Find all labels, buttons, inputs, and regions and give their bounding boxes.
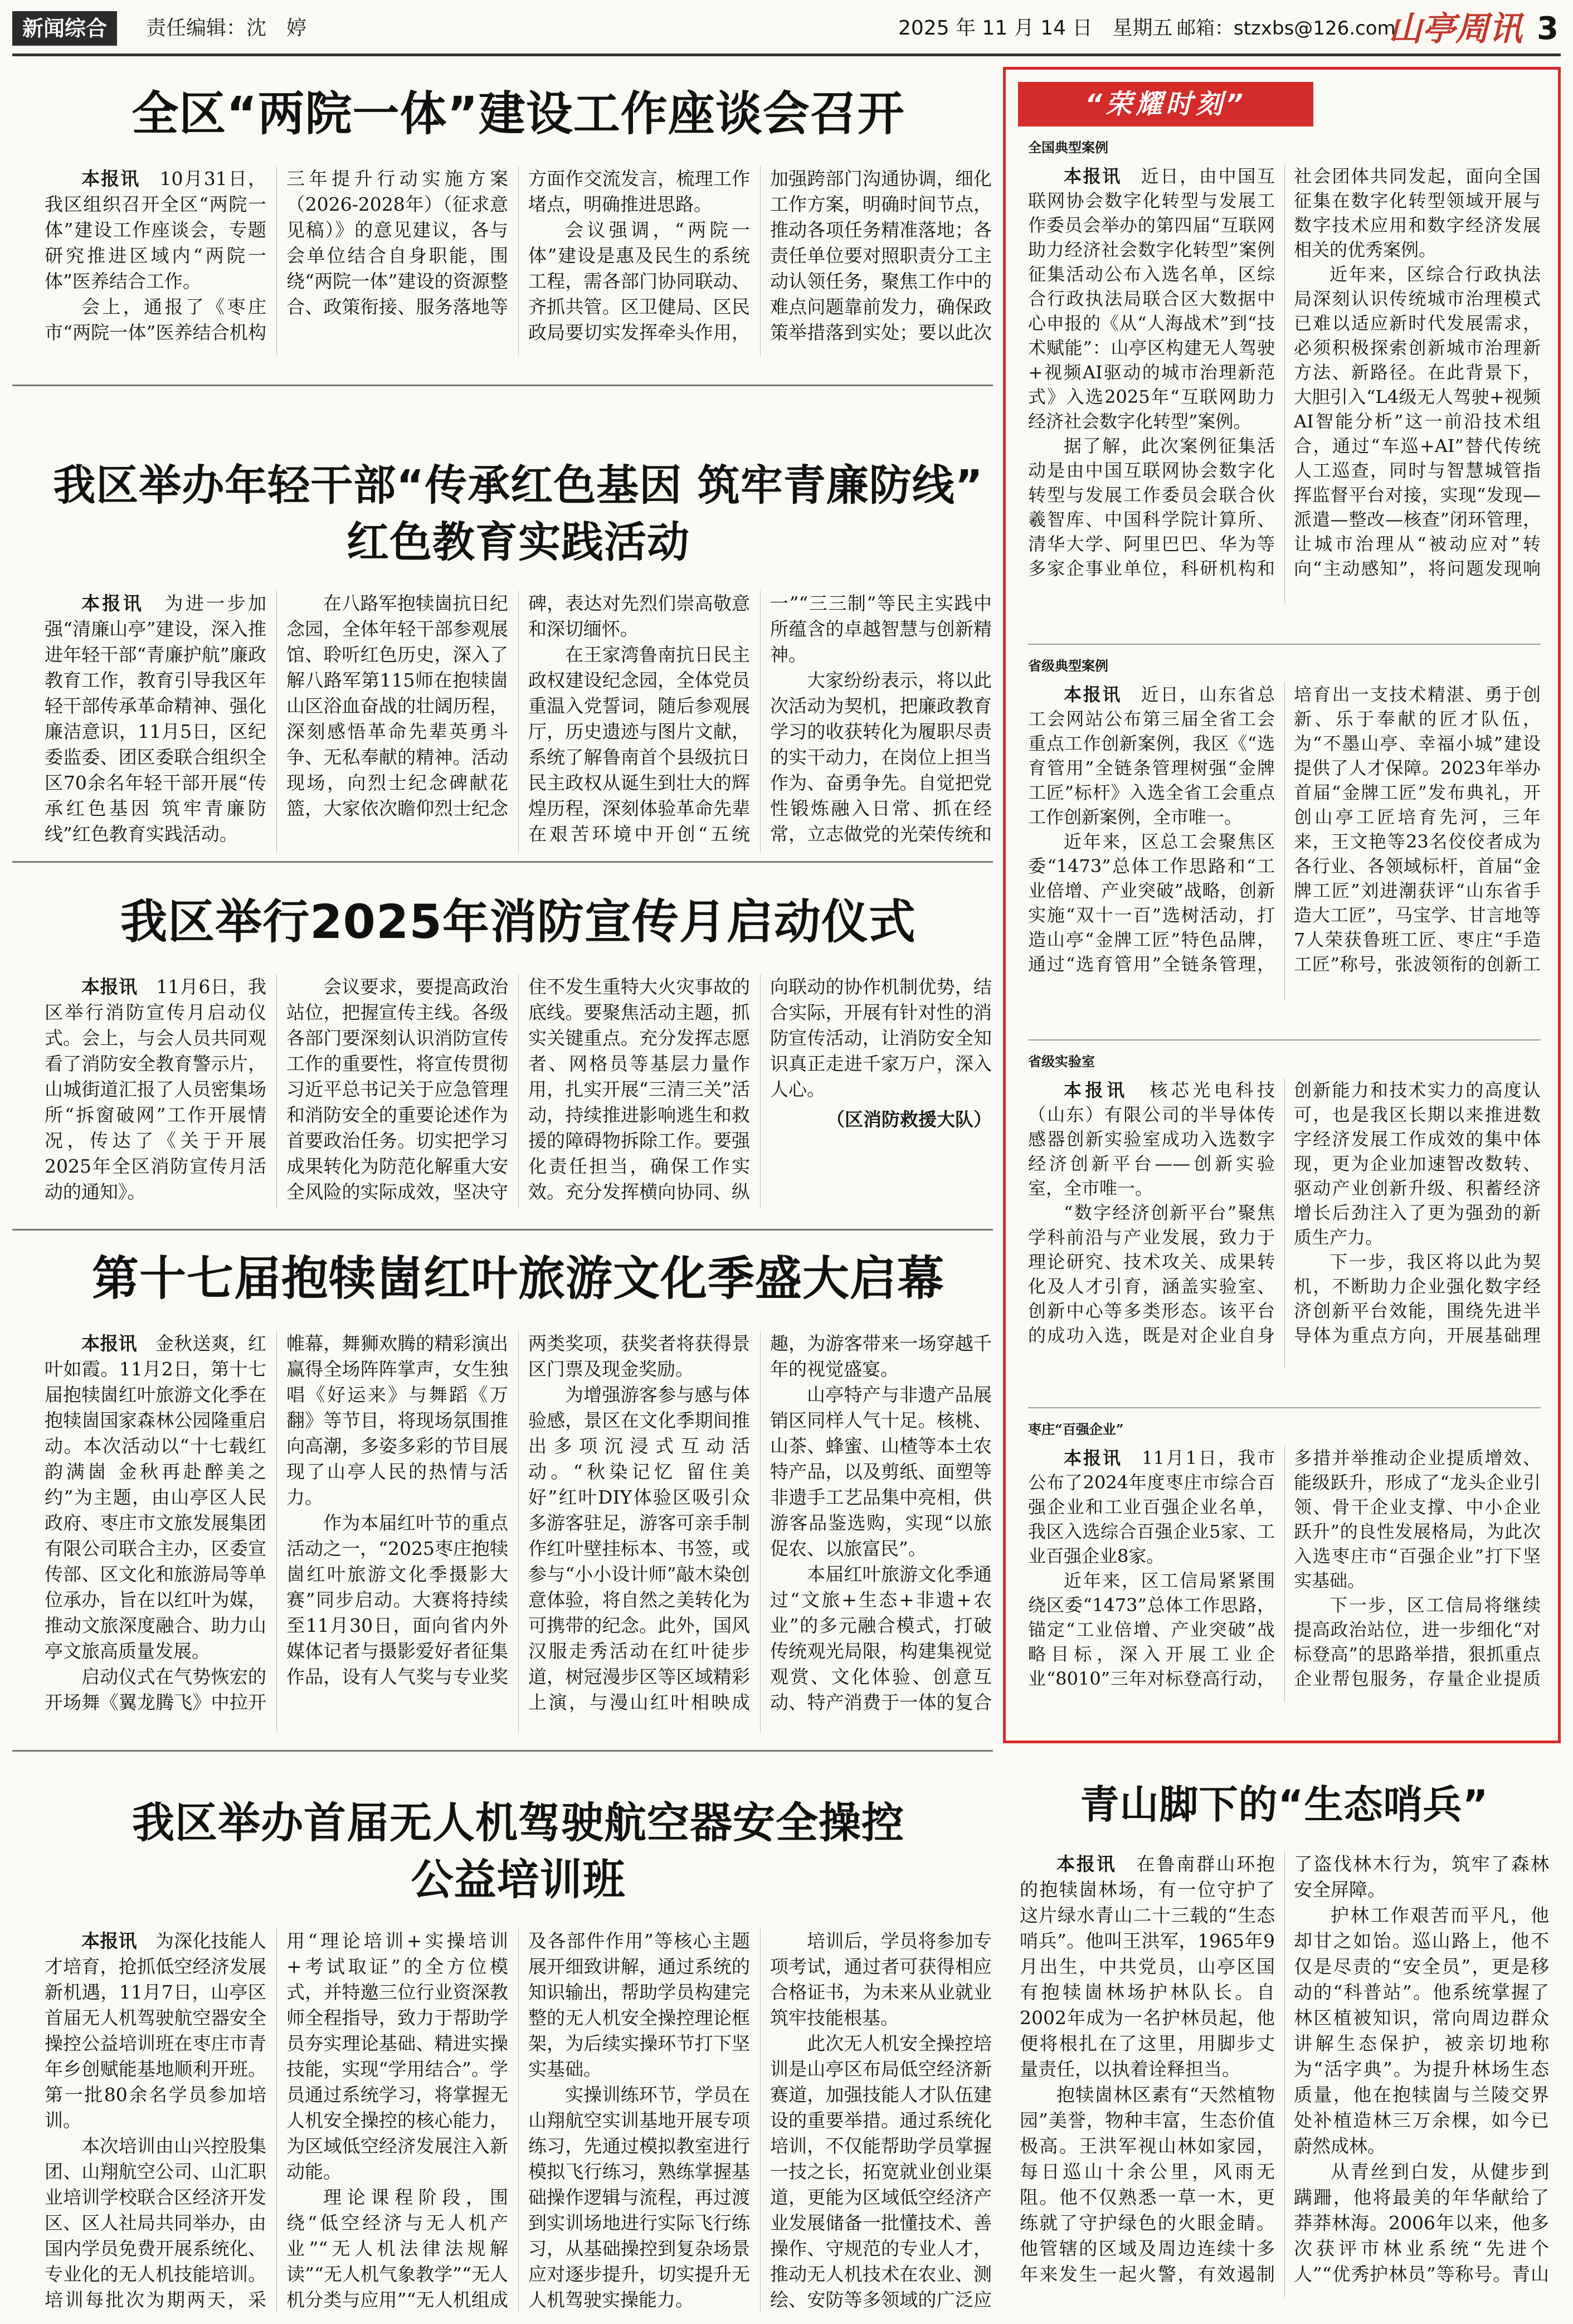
honor-top-enterprises	[1028, 1418, 1541, 1736]
subsection-body: 本报讯 核芯光电科技（山东）有限公司的半导体传感器创新实验室成功入选数字经济创新平台——创新实验室，全市唯一。 “数字经济创新平台”聚焦学科前沿与产业发展，致力于理论研究、技术攻关、成果转化及人才引育，涵盖实验室、创新中心等多类形态。该平台的成功入选，既是对企业自身创新能力和技术实力的高度认可，也是我区长期以来推进数字经济发展工作成效的集中体现，更为企业加速智改数转、驱动产业创新升级、积蓄经济增长后劲注入了更为强劲的新质生产力。 下一步，我区将以此为契机，不断助力企业强化数字经济创新平台效能，围绕先进半导体为重点方向，开展基础理	[1028, 1080, 1541, 1346]
article-title: 我区举办首届无人机驾驶航空器安全操控	[132, 1798, 904, 1847]
article-title: 全区“两院一体”建设工作座谈会召开	[132, 86, 905, 141]
subsection-body: 本报讯 近日，山东省总工会网站公布第三届全省工会重点工作创新案例，我区《“选育管用”全链条管理树强“金牌工匠”标杆》入选全省工会重点工作创新案例，全市唯一。 近年来，区总工会聚焦区委“1473”总体工作思路和“工业倍增、产业突破”战略，创新实施“双十一百”选树活动，打造山亭“金牌工匠”特色品牌，通过“选育管用”全链条管理，培育出一支技术精湛、勇于创新、乐于奉献的匠才队伍，为“不墨山亭、幸福小城”建设提供了人才保障。2023年举办首届“金牌工匠”发布典礼，开创山亭工匠培育先河，三年来，王文艳等23名佼佼者成为各行业、各领域标杆，首届“金牌工匠”刘进潮获评“山东省手造大工匠”，马宝学、甘言地等7人荣获鲁班工匠、枣庄“手造工匠”称号，张波领衔的创新工	[1028, 684, 1541, 975]
article-body: 本报讯 金秋送爽，红叶如霞。11月2日，第十七届抱犊崮红叶旅游文化季在抱犊崮国家森林公园隆重启动。本次活动以“十七载红韵满崮 金秋再赴醉美之约”为主题，由山亭区人民政府、枣庄市文旅发展集团有限公司联合主办，区委宣传部、区文化和旅游局等单位承办，旨在以红叶为媒，推动文旅深度融合、助力山亭文旅高质量发展。 启动仪式在气势恢宏的开场舞《翼龙腾飞》中拉开帷幕，舞狮欢腾的精彩演出赢得全场阵阵掌声，女生独唱《好运来》与舞蹈《万翻》等节目，将现场氛围推向高潮，多姿多彩的节目展现了山亭人民的热情与活力。 作为本届红叶节的重点活动之一，“2025枣庄抱犊崮红叶旅游文化季摄影大赛”同步启动。大赛将持续至11月30日，面向省内外媒体记者与摄影爱好者征集作品，设有人气奖与专业奖两类奖项，获奖者将获得景区门票及现金奖励。 为增强游客参与感与体验感，景区在文化季期间推出多项沉浸式互动活动。“秋染记忆 留住美好”红叶DIY体验区吸引众多游客驻足，游客可亲手制作红叶壁挂标本、书签，或参与“小小设计师”敲木染创意体验，将自然之美转化为可携带的纪念。此外，国风汉服走秀活动在红叶徒步道，树冠漫步区等区域精彩上演，与漫山红叶相映成趣，为游客带来一场穿越千年的视觉盛宴。 山亭特产与非遗产品展销区同样人气十足。核桃、山茶、蜂蜜、山楂等本土农特产品，以及剪纸、面塑等非遗手工艺品集中亮相，供游客品鉴选购，实现“以旅促农、以旅富民”。 本届红叶旅游文化季通过“文旅+生态+非遗+农业”的多元融合模式，打破传统观光局限，构建集视觉观赏、文化体验、创意互动、特产消费于一体的复合	[45, 1333, 992, 1713]
subsection-divider	[1028, 1407, 1541, 1408]
issue-date: 2025 年 11 月 14 日 星期五	[898, 17, 1173, 40]
contact-email: 邮箱：stzxbs@126.com	[1177, 17, 1396, 40]
subsection-title: 全国典型案例	[1028, 139, 1108, 155]
article-source: （区消防救援大队）	[826, 1108, 992, 1130]
article-body: 本报讯 11月6日，我区举行消防宣传月启动仪式。会上，与会人员共同观看了消防安全教育警示片，山城街道汇报了人员密集场所“拆窗破网”工作开展情况，传达了《关于开展2025年全区消防宣传月活动的通知》。 会议要求，要提高政治站位，把握宣传主线。各级各部门要深刻认识消防宣传工作的重要性，将宣传贯彻习近平总书记关于应急管理和消防安全的重要论述作为首要政治任务。切实把学习成果转化为防范化解重大安全风险的实际成效，坚决守住不发生重特大火灾事故的底线。要聚焦活动主题，抓实关键重点。充分发挥志愿者、网格员等基层力量作用，扎实开展“三清三关”活动，持续推进影响逃生和救援的障碍物拆除工作。要强化责任担当，确保工作实效。充分发挥横向协同、纵向联动的协作机制优势，结合实际，开展有针对性的消防宣传活动，让消防安全知识真正走进千家万户，深入人心。 （区消防救援大队）	[45, 976, 992, 1203]
article-red-education	[45, 457, 992, 853]
honor-tag: “荣耀时刻”	[1018, 82, 1313, 127]
honor-national-case	[1028, 137, 1541, 638]
article-title: 我区举办年轻干部“传承红色基因 筑牢青廉防线”	[53, 460, 983, 510]
article-body: 本报讯 为深化技能人才培育，抢抓低空经济发展新机遇，11月7日，山亭区首届无人机驾驶航空器安全操控公益培训班在枣庄市青年乡创赋能基地顺利开班。第一批80余名学员参加培训。 本次培训由山兴控股集团、山翔航空公司、山汇职业培训学校联合区经济开发区、区人社局共同举办，由国内学员免费开展系统化、专业化的无人机技能培训。培训每批次为期两天，采用“理论培训+实操培训+考试取证”的全方位模式，并特邀三位行业资深教师全程指导，致力于帮助学员夯实理论基础、精进实操技能，实现“学用结合”。学员通过系统学习，将掌握无人机安全操控的核心能力，为区域低空经济发展注入新动能。 理论课程阶段，围绕“低空经济与无人机产业”“无人机法律法规解读”“无人机气象教学”“无人机分类与应用”“无人机组成及各部件作用”等核心主题展开细致讲解，通过系统的知识输出，帮助学员构建完整的无人机安全操控理论框架，为后续实操环节打下坚实基础。 实操训练环节，学员在山翔航空实训基地开展专项练习，先通过模拟教室进行模拟飞行练习，熟练掌握基础操作逻辑与流程，再过渡到实训场地进行实际飞行练习，从基础操控到复杂场景应对逐步提升，切实提升无人机驾驶实操能力。 培训后，学员将参加专项考试，通过者可获得相应合格证书，为未来从业就业筑牢技能根基。 此次无人机安全操控培训是山亭区布局低空经济新赛道，加强技能人才队伍建设的重要举措。通过系统化培训，不仅能帮助学员掌握一技之长，拓宽就业创业渠道，更能为区域低空经济产业发展储备一批懂技术、善操作、守规范的专业人才，推动无人机技术在农业、测绘、安防等多领域的广泛应	[45, 1930, 992, 2311]
article-title-line2: 公益培训班	[411, 1855, 626, 1904]
section-divider	[12, 1229, 993, 1231]
article-title: 第十七届抱犊崮红叶旅游文化季盛大启幕	[91, 1251, 944, 1306]
masthead-rule	[12, 54, 1561, 56]
article-drone-training	[45, 1795, 992, 2313]
section-divider	[12, 385, 993, 386]
subsection-body: 本报讯 近日，由中国互联网协会数字化转型与发展工作委员会举办的第四届“互联网助力经济社会数字化转型”案例征集活动公布入选名单，区综合行政执法局联合区大数据中心申报的《从“人海战术”到“技术赋能”：山亭区构建无人驾驶+视频AI驱动的城市治理新范式》入选2025年“互联网助力经济社会数字化转型”案例。 据了解，此次案例征集活动是由中国互联网协会数字化转型与发展工作委员会联合伙羲智库、中国科学院计算所、清华大学、阿里巴巴、华为等多家企事业单位，科研机构和社会团体共同发起，面向全国征集在数字化转型领域开展与数字技术应用和数字经济发展相关的优秀案例。 近年来，区综合行政执法局深刻认识传统城市治理模式已难以适应新时代发展需求，必须积极探索创新城市治理新方法、新路径。在此背景下，大胆引入“L4级无人驾驶+视频AI智能分析”这一前沿技术组合，通过“车巡+AI”替代传统人工巡查，同时与智慧城管指挥监督平台对接，实现“发现—派遣—整改—核查”闭环管理，让城市治理从“被动应对”转向“主动感知”，将问题发现响	[1028, 166, 1541, 579]
section-divider	[12, 1750, 993, 1752]
section-tag: 新闻综合	[12, 11, 117, 46]
subsection-title: 省级典型案例	[1028, 658, 1108, 674]
honor-moments-box	[1003, 67, 1561, 1743]
editor-credit: 责任编辑：沈 婷	[146, 17, 307, 40]
subsection-body: 本报讯 11月1日，我市公布了2024年度枣庄市综合百强企业和工业百强企业名单，我区入选综合百强企业5家、工业百强企业8家。 近年来，区工信局紧紧围绕区委“1473”总体工作思路，锚定“工业倍增、产业突破”战略目标，深入开展工业企业“8010”三年对标登高行动，多措并举推动企业提质增效、能级跃升，形成了“龙头企业引领、骨干企业支撑、中小企业跃升”的良性发展格局，为此次入选枣庄市“百强企业”打下坚实基础。 下一步，区工信局将继续提高政治站位，进一步细化“对标登高”的思路举措，狠抓重点企业帮包服务，存量企业提质	[1028, 1447, 1541, 1689]
article-fire-safety	[45, 892, 992, 1221]
article-body: 本报讯 在鲁南群山环抱的抱犊崮林场，有一位守护了这片绿水青山二十三载的“生态哨兵”。他叫王洪军，1965年9月出生，中共党员，山亭区国有抱犊崮林场护林队长。自2002年成为一名护林员起，他便将根扎在了这里，用脚步丈量责任，以执着诠释担当。 抱犊崮林区素有“天然植物园”美誉，物种丰富，生态价值极高。王洪军视山林如家园，每日巡山十余公里，风雨无阻。他不仅熟悉一草一木，更练就了守护绿色的火眼金睛。他管辖的区域及周边连续十多年来发生一起火警，有效遏制了盗伐林木行为，筑牢了森林安全屏障。 护林工作艰苦而平凡，他却甘之如饴。巡山路上，他不仅是尽责的“安全员”，更是移动的“科普站”。他系统掌握了林区植被知识，常向周边群众讲解生态保护，被亲切地称为“活字典”。为提升林场生态质量，他在抱犊崮与兰陵交界处补植造林三万余棵，如今已蔚然成林。 从青丝到白发，从健步到蹒跚，他将最美的年华献给了莽莽林海。2006年以来，他多次获评市林业系统“先进个人”“优秀护林员”等称号。青山	[1020, 1853, 1549, 2285]
honor-provincial-lab	[1028, 1051, 1541, 1402]
article-title: 青山脚下的“生态哨兵”	[1080, 1782, 1489, 1827]
article-body: 本报讯 为进一步加强“清廉山亭”建设，深入推进年轻干部“青廉护航”廉政教育工作，教育引导我区年轻干部传承革命精神、强化廉洁意识，11月5日，区纪委监委、团区委联合组织全区70余名年轻干部开展“传承红色基因 筑牢青廉防线”红色教育实践活动。 在八路军抱犊崮抗日纪念园，全体年轻干部参观展馆、聆听红色历史，深入了解八路军第115师在抱犊崮山区浴血奋战的壮阔历程，深刻感悟革命先辈英勇斗争、无私奉献的精神。活动现场，向烈士纪念碑献花篮，大家依次瞻仰烈士纪念碑，表达对先烈们崇高敬意和深切缅怀。 在王家湾鲁南抗日民主政权建设纪念园，全体党员重温入党誓词，随后参观展厅，历史遗迹与图片文献，系统了解鲁南首个县级抗日民主政权从诞生到壮大的辉煌历程，深刻体验革命先辈在艰苦环境中开创“五统一”“三三制”等民主实践中所蕴含的卓越智慧与创新精神。 大家纷纷表示，将以此次活动为契机，把廉政教育学习的收获转化为履职尽责的实干动力，在岗位上担当作为、奋勇争先。自觉把党性锻炼融入日常、抓在经常，立志做党的光荣传统和	[45, 592, 992, 845]
subsection-title: 枣庄“百强企业”	[1028, 1421, 1124, 1437]
article-title-line2: 红色教育实践活动	[347, 517, 690, 567]
article-two-hospitals	[45, 84, 992, 368]
masthead	[12, 7, 1561, 51]
article-title: 我区举行2025年消防宣传月启动仪式	[120, 894, 916, 949]
article-red-leaf-festival	[45, 1248, 992, 1739]
section-divider	[12, 861, 993, 863]
article-ecology-sentinel	[1020, 1778, 1549, 2313]
page-number: 3	[1537, 11, 1559, 47]
article-body: 本报讯 10月31日，我区组织召开全区“两院一体”建设工作座谈会，专题研究推进区域内“两院一体”医养结合工作。 会上，通报了《枣庄市“两院一体”医养结合机构三年提升行动实施方案（2026-2028年）（征求意见稿）》的意见建议，各与会单位结合自身职能，围绕“两院一体”建设的资源整合、政策衔接、服务落地等方面作交流发言，梳理工作堵点，明确推进思路。 会议强调，“两院一体”建设是惠及民生的系统工程，需各部门协同联动、齐抓共管。区卫健局、区民政局要切实发挥牵头作用，加强跨部门沟通协调，细化工作方案，明确时间节点，推动各项任务精准落地；各责任单位要对照职责分工主动认领任务，聚焦工作中的难点问题靠前发力，确保政策举措落到实处；要以此次	[45, 168, 992, 343]
newspaper-logo: 山亭周讯	[1389, 9, 1522, 48]
subsection-divider	[1028, 644, 1541, 645]
subsection-title: 省级实验室	[1028, 1053, 1095, 1069]
honor-provincial-case	[1028, 655, 1541, 1034]
subsection-divider	[1028, 1039, 1541, 1041]
